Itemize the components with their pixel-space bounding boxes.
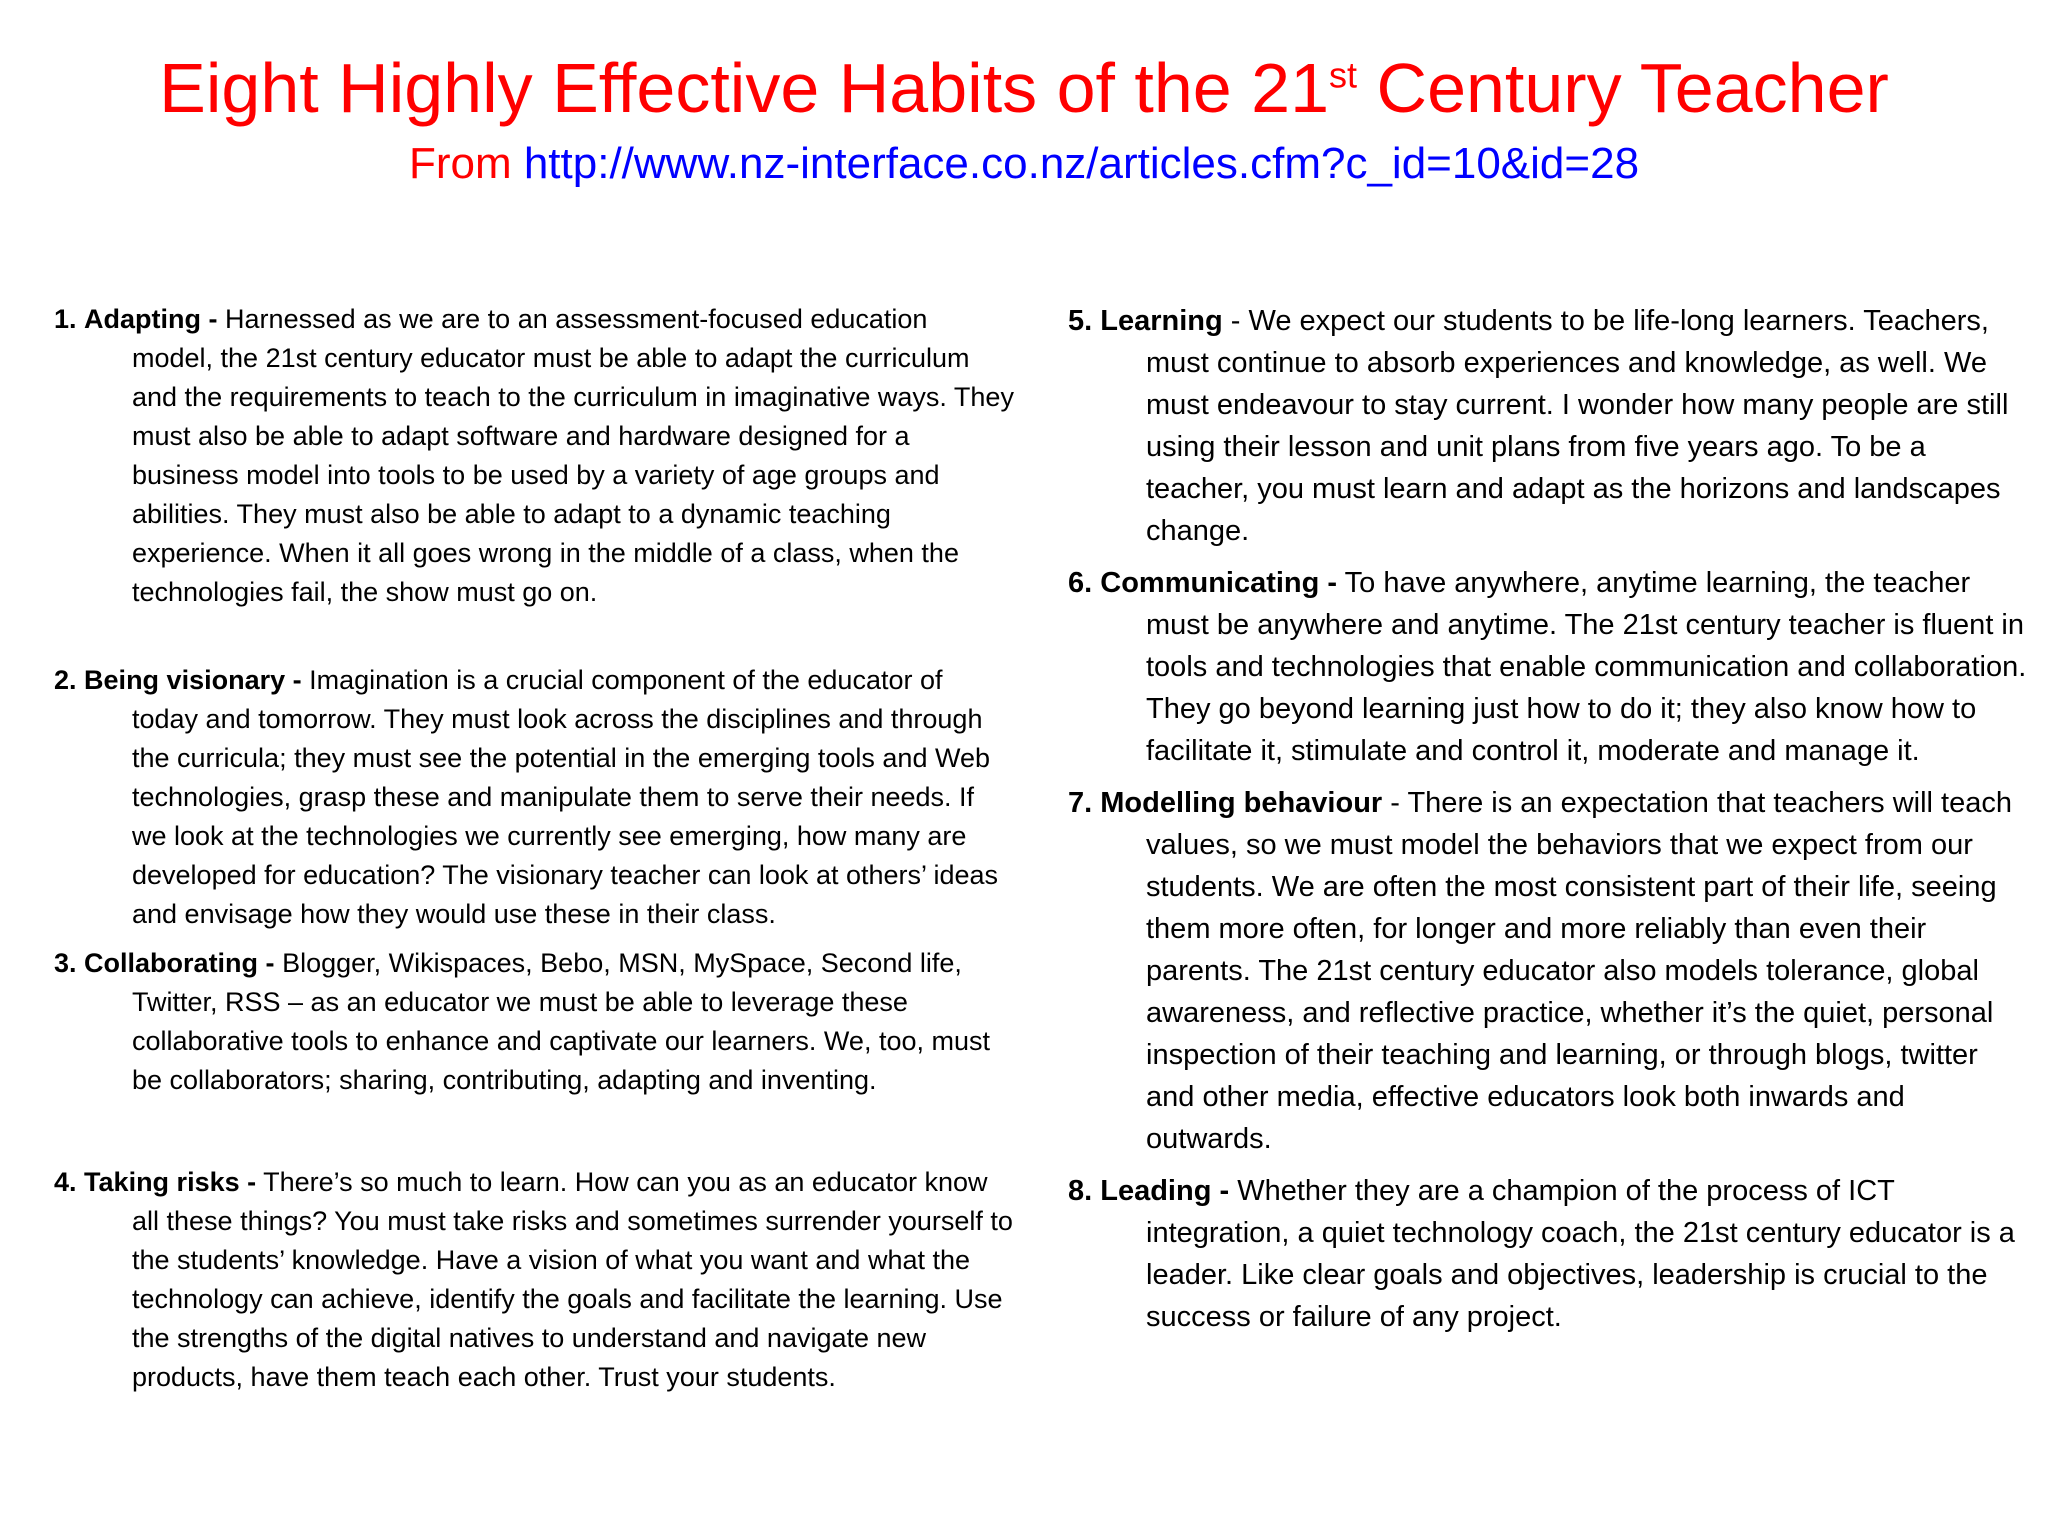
habit-title: Modelling behaviour: [1100, 787, 1383, 819]
habit-title: Adapting -: [84, 304, 218, 334]
habit-number: 6.: [1068, 567, 1093, 599]
habit-number: 7.: [1068, 787, 1093, 819]
habit-title: Leading -: [1100, 1175, 1230, 1207]
habit-title: Collaborating -: [84, 948, 275, 978]
left-column: [54, 300, 1014, 1397]
habit-text: - We expect our students to be life-long learners. Teachers, must continue to absorb experiences and knowledge, as well. We must endeavour to stay current. I wonder how many people are still using their lesson and unit plans from five years ago. To be a teacher, you must learn and adapt as the horizons and landscapes change.: [1146, 305, 2009, 547]
habit-text: Whether they are a champion of the process of ICT integration, a quiet technology coach, the 21st century educator is a leader. Like clear goals and objectives, leadership is crucial to the success or failure of any project.: [1146, 1175, 2015, 1333]
from-label: From: [408, 139, 524, 188]
habit-text: To have anywhere, anytime learning, the teacher must be anywhere and anytime. The 21st century teacher is fluent in tools and technologies that enable communication and collaboration. They go beyond learning just how to do it; they also know how to facilitate it, stimulate and control it, moderate and manage it.: [1146, 567, 2027, 767]
source-link[interactable]: http://www.nz-interface.co.nz/articles.cfm?c_id=10&id=28: [523, 139, 1640, 188]
habit-text: Blogger, Wikispaces, Bebo, MSN, MySpace, Second life, Twitter, RSS – as an educator we must be able to leverage these collaborative tools to enhance and captivate our learners. We, too, must be collaborators; sharing, contributing, adapting and inventing.: [132, 948, 990, 1095]
habit-number: 5.: [1068, 305, 1093, 337]
habit-text: Imagination is a crucial component of the educator of today and tomorrow. They must look across the disciplines and through the curricula; they must see the potential in the emerging tools and Web technologies, grasp these and manipulate them to serve their needs. If we look at the technologies we currently see emerging, how many are developed for education? The visionary teacher can look at others’ ideas and envisage how they would use these in their class.: [132, 665, 999, 929]
habit-number: 8.: [1068, 1175, 1093, 1207]
habit-number: 1.: [54, 304, 77, 334]
habit-text: There’s so much to learn. How can you as an educator know all these things? You must take risks and sometimes surrender yourself to the students’ knowledge. Have a vision of what you want and what the technology can achieve, identify the goals and facilitate the learning. Use the strengths of the digital natives to understand and navigate new products, have them teach each other. Trust your students.: [132, 1167, 1013, 1392]
habit-adapting: [54, 300, 1014, 612]
habit-title: Taking risks -: [84, 1167, 257, 1197]
habit-text: Harnessed as we are to an assessment-focused education model, the 21st century educator must be able to adapt the curriculum and the requirements to teach to the curriculum in imaginative ways. They must also be able to adapt software and hardware designed for a business model into tools to be used by a variety of age groups and abilities. They must also be able to adapt to a dynamic teaching experience. When it all goes wrong in the middle of a class, when the technologies fail, the show must go on.: [132, 304, 1014, 607]
habit-title: Being visionary -: [84, 665, 302, 695]
habit-number: 2.: [54, 665, 77, 695]
habit-communicating: [1068, 562, 2028, 772]
title-main: Eight Highly Effective Habits of the 21: [159, 49, 1330, 127]
habit-being-visionary: [54, 661, 1014, 934]
habit-leading: [1068, 1170, 2028, 1338]
right-column: [1068, 300, 2028, 1338]
title-end: Century Teacher: [1357, 49, 1889, 127]
habit-number: 4.: [54, 1167, 77, 1197]
page-title: [0, 38, 2048, 138]
title-superscript: st: [1329, 54, 1358, 96]
habit-number: 3.: [54, 948, 77, 978]
habit-learning: [1068, 300, 2028, 552]
habit-modelling-behaviour: [1068, 782, 2028, 1160]
habit-collaborating: [54, 944, 1014, 1100]
source-line: [0, 132, 2048, 196]
habit-title: Communicating -: [1100, 567, 1338, 599]
habit-taking-risks: [54, 1163, 1014, 1397]
habit-text: - There is an expectation that teachers will teach values, so we must model the behaviors that we expect from our students. We are often the most consistent part of their life, seeing them more often, for longer and more reliably than even their parents. The 21st century educator also models tolerance, global awareness, and reflective practice, whether it’s the quiet, personal inspection of their teaching and learning, or through blogs, twitter and other media, effective educators look both inwards and outwards.: [1146, 787, 2012, 1155]
habit-title: Learning: [1100, 305, 1223, 337]
